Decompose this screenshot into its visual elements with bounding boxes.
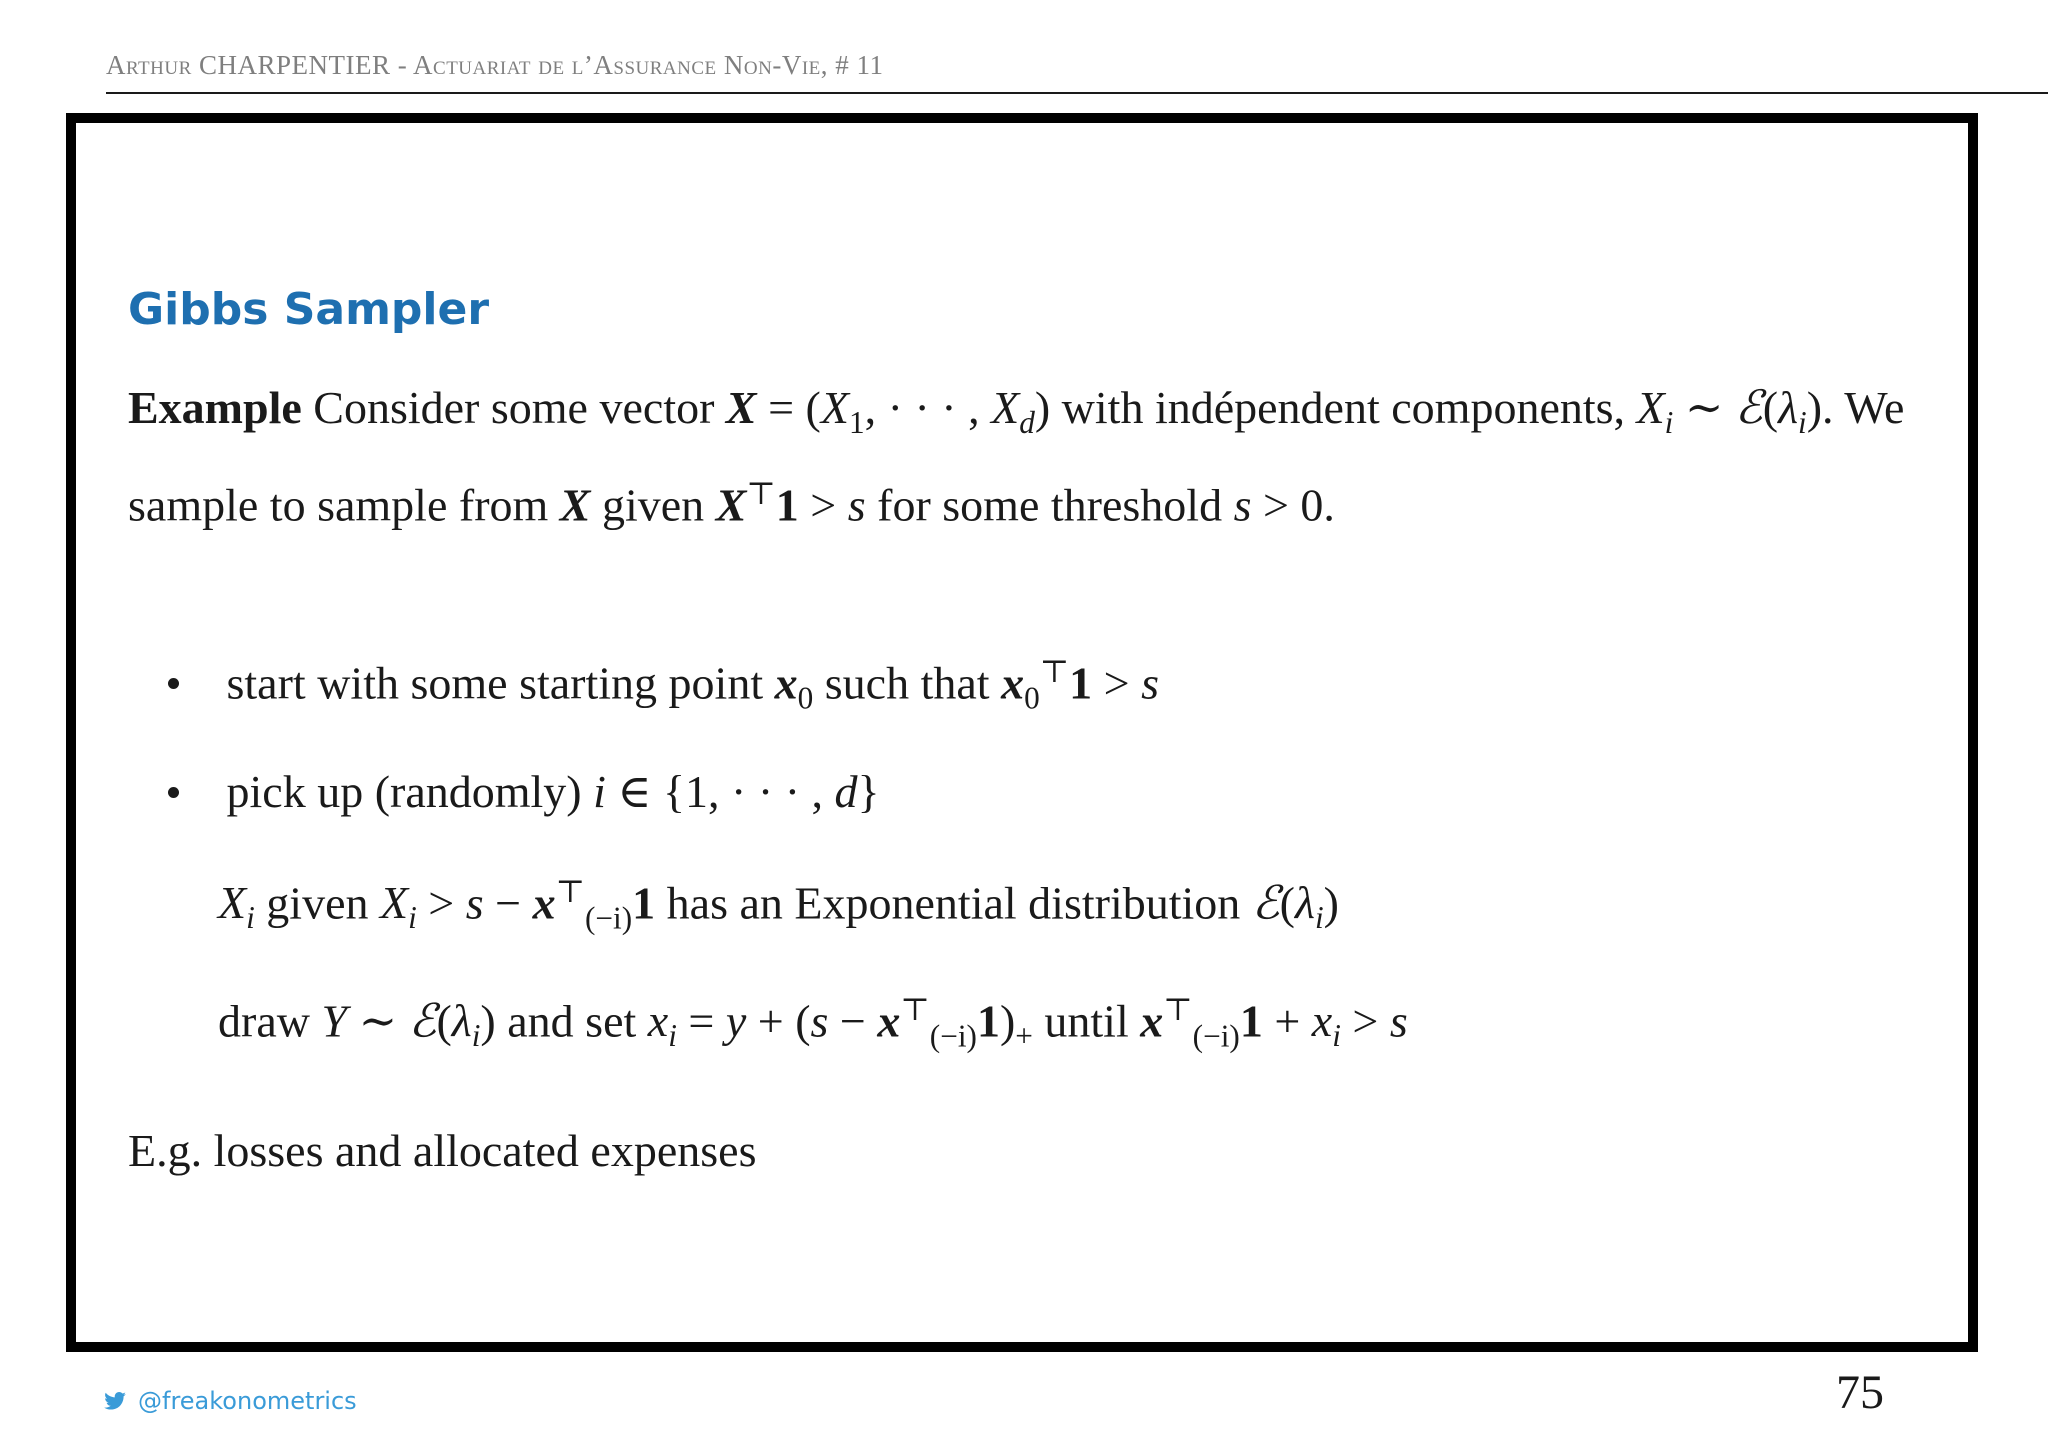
twitter-bird-icon <box>104 1392 126 1410</box>
header-course-title: Actuariat de l’Assurance Non-Vie, # 11 <box>413 50 884 80</box>
section-title: Gibbs Sampler <box>128 284 490 335</box>
twitter-handle: @freakonometrics <box>138 1387 357 1415</box>
example-paragraph: Example Consider some vector $X = (X_1$, · · · , $X_d$) with indépendent components, $X_i$ ∼ $ℰ(\lambda_i)$. We sample to sample from X given X⊤1 > s for some threshold s > 0. <box>128 380 1905 531</box>
header-rule <box>106 92 2048 94</box>
bullet-1-mid: such that <box>824 657 990 709</box>
bullet-dot <box>168 787 179 798</box>
indent-2-until: until <box>1044 995 1129 1047</box>
bullet-2-text: pick up (randomly) <box>226 766 582 817</box>
example-label: Example <box>128 382 302 433</box>
indent-1-tail: has an Exponential distribution <box>666 877 1241 929</box>
draw-step-line: draw Y ∼ $ℰ(\lambda_i)$ and set $x_i = y + (s - x^⊤_{(-i)}1)_+$ until $x^⊤_{(-i)}1 + x_i > s$ <box>218 992 1408 1054</box>
bullet-dot <box>168 678 179 689</box>
example-note: E.g. losses and allocated expenses <box>128 1125 757 1176</box>
bullet-start-point: start with some starting point $x_0$ such that $x_0^⊤1 > s$ <box>168 654 1159 717</box>
indent-2-text: draw <box>218 995 310 1047</box>
indent-2-mid: and set <box>507 995 637 1047</box>
bullet-pick-index: pick up (randomly) i ∈ {1, · · · , d} <box>168 764 880 818</box>
page-number: 75 <box>1836 1366 1884 1419</box>
bullet-1-text: start with some starting point <box>226 657 764 709</box>
conditional-distribution-line: $X_i$ given $X_i > s - x^⊤_{(-i)}1$ has an Exponential distribution $ℰ(\lambda_i)$ <box>218 874 1339 936</box>
twitter-link[interactable] <box>104 1387 357 1415</box>
running-header: Arthur CHARPENTIER - Actuariat de l’Assurance Non-Vie, # 11 <box>106 50 884 80</box>
indent-1-text: given <box>266 877 369 929</box>
header-author: Arthur CHARPENTIER <box>106 50 391 80</box>
